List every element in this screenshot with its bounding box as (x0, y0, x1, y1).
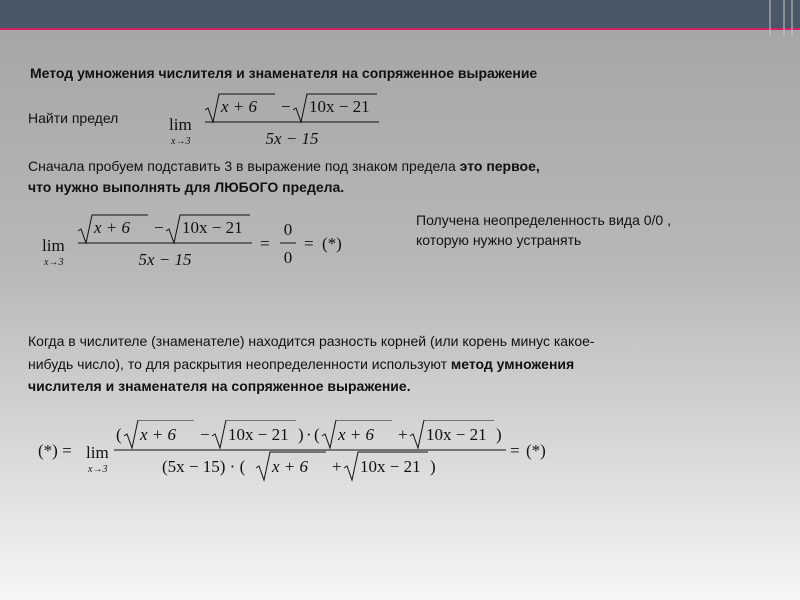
denominator: 5x − 15 (138, 250, 192, 269)
num-radicand-4: 10x − 21 (426, 425, 487, 444)
num-paren-close-1: ) (298, 425, 304, 444)
minus-sign: − (281, 97, 291, 116)
num-plus: + (398, 425, 408, 444)
minus-sign: − (154, 218, 164, 237)
num-radicand-3: x + 6 (338, 425, 375, 444)
slide-corner-decoration (762, 0, 800, 36)
star-label: (*) (322, 234, 342, 253)
equals-sign: = (260, 234, 270, 253)
slide-top-bar (0, 0, 800, 28)
lim-subscript: x→3 (44, 257, 64, 268)
lim-subscript: x→3 (88, 464, 108, 475)
den-part1: (5x − 15) · ( (162, 457, 246, 476)
para-line2-bold: метод умножения (450, 356, 575, 372)
num-radicand-1: x + 6 (140, 425, 177, 444)
limit-formula (165, 92, 385, 154)
step1-text (28, 156, 540, 177)
den-plus: + (332, 457, 342, 476)
num-paren-open-1: ( (116, 425, 122, 444)
radicand-1: x + 6 (221, 97, 258, 116)
lim-subscript: x→3 (171, 136, 191, 147)
substitution-formula (38, 213, 368, 275)
num-minus: − (200, 425, 210, 444)
method-paragraph-line2 (28, 354, 574, 375)
equals-sign: = (510, 441, 520, 460)
slide-title: Метод умножения числителя и знаменателя на сопряженное выражение (30, 65, 538, 81)
method-paragraph-line1: Когда в числителе (знаменателе) находится разность корней (или корень минус какое- (28, 333, 595, 349)
lim-symbol: lim (42, 236, 65, 255)
indeterminate-note-line1: Получена неопределенность вида 0/0 , (416, 212, 671, 228)
star-result: (*) (526, 441, 546, 460)
indeterminate-note-line2: которую нужно устранять (416, 232, 582, 248)
radicand-2: 10x − 21 (182, 218, 243, 237)
find-limit-label: Найти предел (28, 110, 119, 126)
para-line2-normal: нибудь число), то для раскрытия неопределенности используют (28, 356, 451, 372)
den-radicand-2: 10x − 21 (360, 457, 421, 476)
step1-normal: Сначала пробуем подставить 3 в выражение под знаком предела (28, 158, 460, 174)
step1-text-line2: что нужно выполнять для ЛЮБОГО предела. (28, 179, 345, 195)
method-paragraph-line3: числителя и знаменателя на сопряженное выражение. (28, 378, 411, 394)
step1-bold-a: это первое, (459, 158, 540, 174)
num-paren-close-2: ) (496, 425, 502, 444)
equals-sign-2: = (304, 234, 314, 253)
lim-symbol: lim (169, 115, 192, 134)
lim-symbol: lim (86, 443, 109, 462)
num-paren-open-2: ( (314, 425, 320, 444)
conjugate-formula (38, 420, 528, 484)
slide-accent-line (0, 28, 800, 30)
zero-denominator: 0 (283, 248, 293, 267)
den-radicand-1: x + 6 (272, 457, 309, 476)
den-part2: ) (430, 457, 436, 476)
radicand-1: x + 6 (94, 218, 131, 237)
radicand-2: 10x − 21 (309, 97, 370, 116)
num-dot: · (306, 425, 312, 444)
zero-numerator: 0 (283, 220, 293, 239)
star-equals: (*) = (38, 441, 72, 460)
denominator: 5x − 15 (265, 129, 319, 148)
num-radicand-2: 10x − 21 (228, 425, 289, 444)
